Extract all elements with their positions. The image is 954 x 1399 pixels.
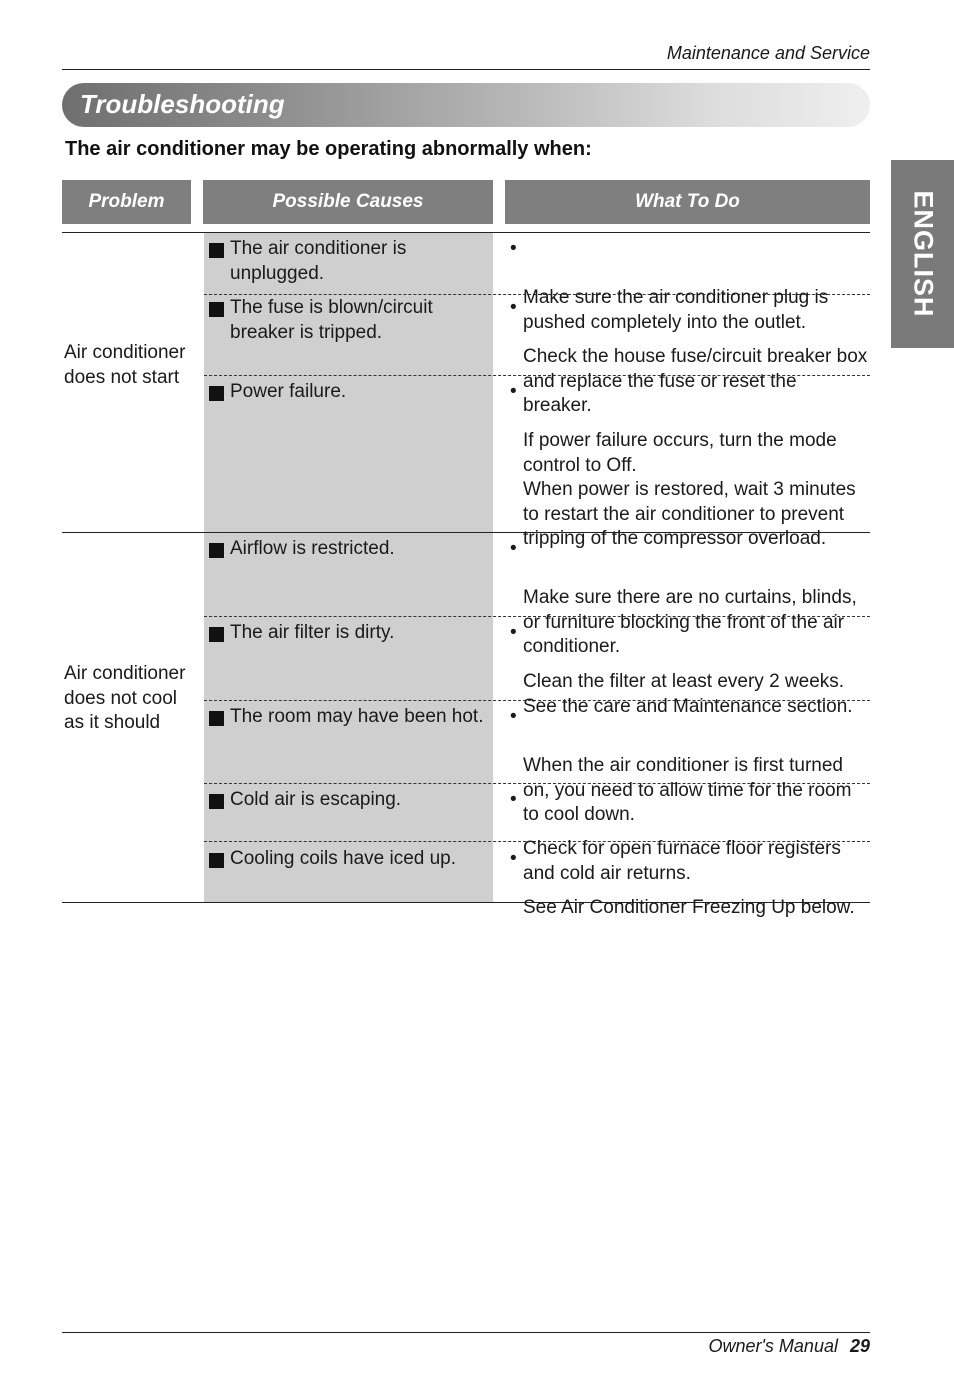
cause-cell [209,847,489,872]
running-header: Maintenance and Service [666,43,870,63]
language-tab [891,160,954,348]
square-bullet-icon [209,853,224,868]
todo-text: Check for open furnace floor registers and cold air returns. [523,838,841,884]
cause-cell [209,621,489,646]
table-top-rule [62,232,870,233]
cause-cell [209,296,489,345]
bullet-icon: • [510,706,517,727]
bullet-icon: • [510,789,517,810]
column-header-problem: Problem [62,180,191,224]
todo-text: Check the house fuse/circuit breaker box and replace the fuse or reset the breaker. [523,346,868,416]
todo-cell [510,847,870,921]
section-subtitle: The air conditioner may be operating abnormally when: [65,138,592,160]
cause-cell [209,788,489,813]
title-banner [62,83,870,127]
cause-cell [209,537,489,562]
cause-text: Power failure. [230,381,347,402]
bullet-icon: • [510,381,517,402]
bullet-icon: • [510,238,517,259]
footer-rule [62,1332,870,1333]
square-bullet-icon [209,627,224,642]
todo-text: Make sure the air conditioner plug is pushed completely into the outlet. [523,287,829,333]
todo-text: Make sure there are no curtains, blinds, or furniture blocking the front of the air conditioner. [523,587,857,657]
square-bullet-icon [209,302,224,317]
bullet-icon: • [510,538,517,559]
todo-text: Clean the filter at least every 2 weeks. See the care and Maintenance section. [523,671,853,717]
cause-text: The air filter is dirty. [230,622,395,643]
bullet-icon: • [510,297,517,318]
header-rule [62,69,870,70]
square-bullet-icon [209,794,224,809]
square-bullet-icon [209,543,224,558]
page-title: Troubleshooting [80,89,285,119]
square-bullet-icon [209,711,224,726]
language-tab-label: ENGLISH [908,190,938,318]
todo-text: See Air Conditioner Freezing Up below. [523,897,855,918]
square-bullet-icon [209,243,224,258]
cause-text: The air conditioner is unplugged. [230,238,407,284]
problem-cell: Air conditioner does not cool as it should [64,663,186,733]
cause-text: The room may have been hot. [230,706,484,727]
cause-text: Cooling coils have iced up. [230,848,457,869]
todo-cell [510,380,870,552]
square-bullet-icon [209,386,224,401]
cause-text: Cold air is escaping. [230,789,402,810]
bullet-icon: • [510,848,517,869]
problem-cell: Air conditioner does not start [64,342,186,388]
column-header-todo: What To Do [505,180,870,224]
cause-cell [209,237,489,286]
column-header-causes: Possible Causes [203,180,493,224]
page-footer [708,1336,870,1357]
cause-text: The fuse is blown/circuit breaker is tripped. [230,297,433,343]
todo-text: If power failure occurs, turn the mode control to Off. When power is restored, wait 3 minutes to restart the air conditioner to prevent tripping of the compressor overload. [523,430,856,549]
cause-cell [209,380,489,405]
page-number: 29 [849,1336,870,1356]
cause-text: Airflow is restricted. [230,538,395,559]
bullet-icon: • [510,622,517,643]
cause-cell [209,705,489,730]
footer-manual-label: Owner's Manual [708,1336,838,1356]
todo-text: When the air conditioner is first turned on, you need to allow time for the room to cool down. [523,755,852,825]
